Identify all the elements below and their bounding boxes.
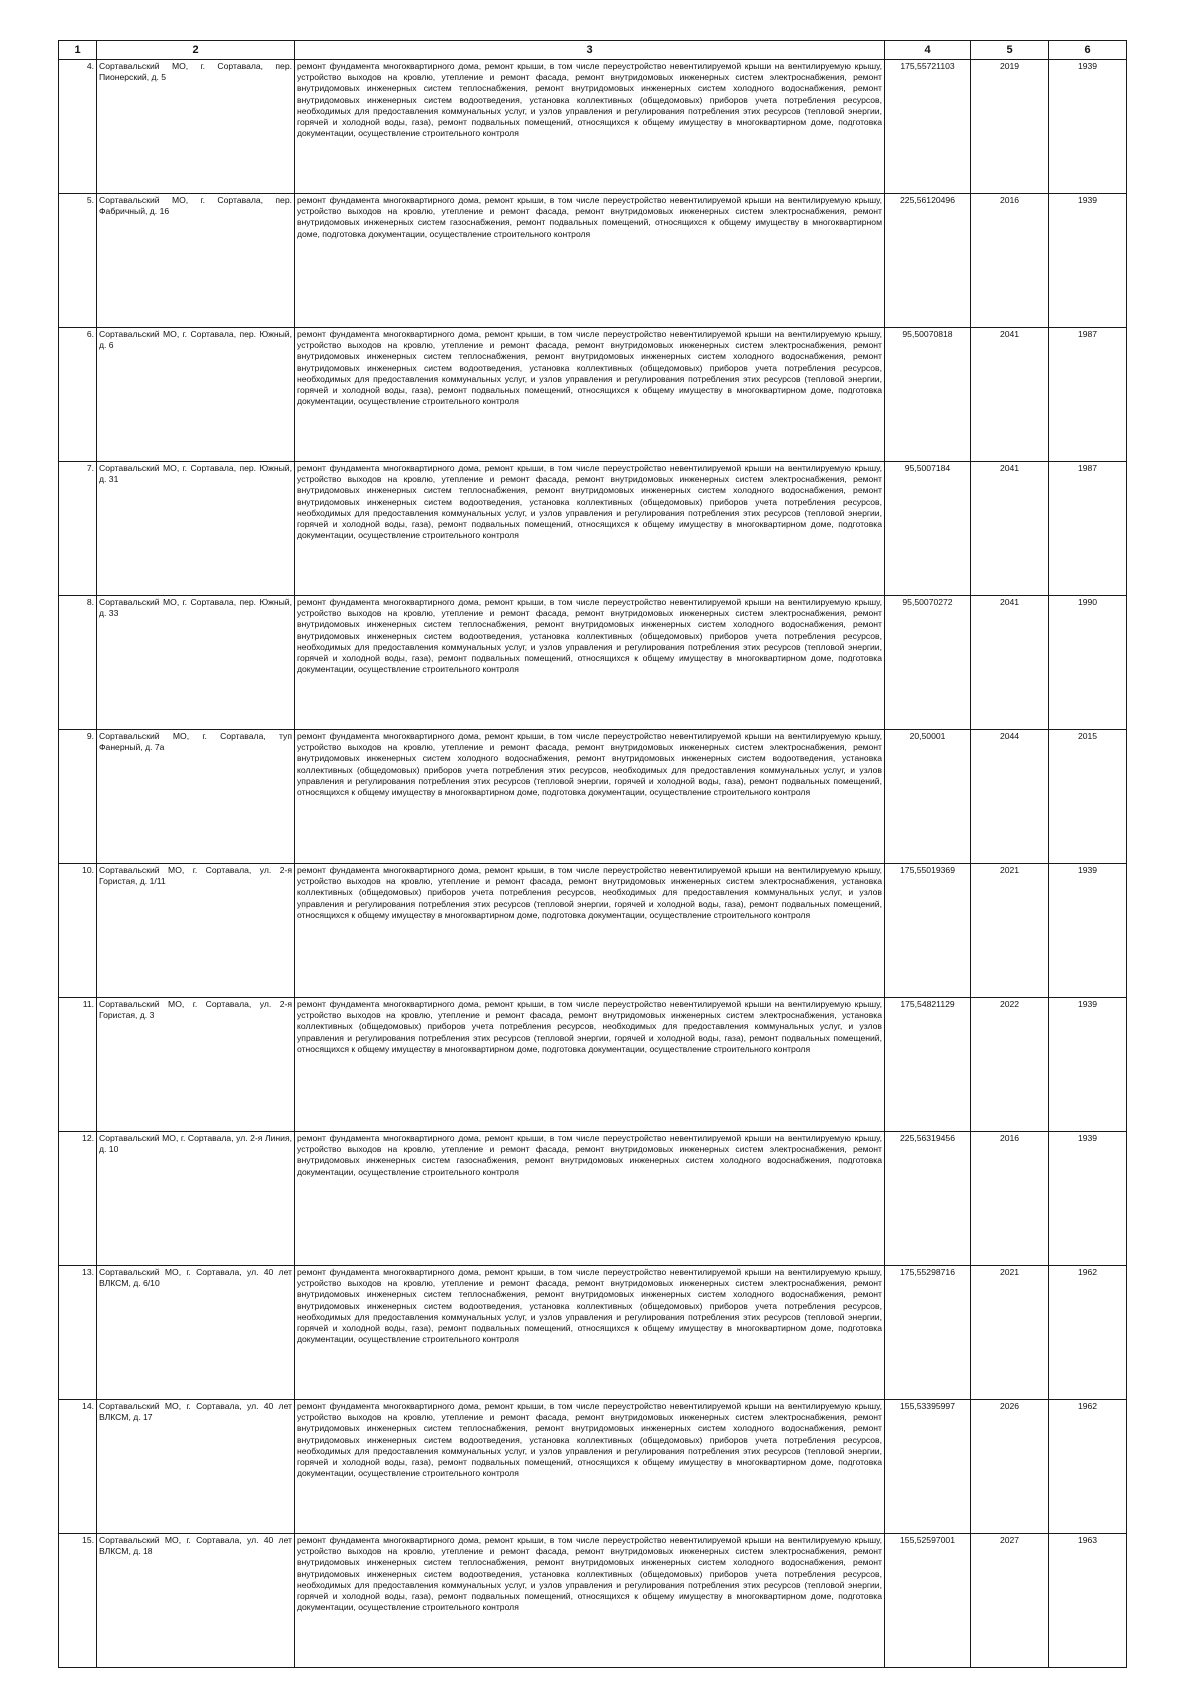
address-cell: Сортавальский МО, г. Сортавала, ул. 40 лет ВЛКСМ, д. 17	[97, 1400, 295, 1534]
address-cell: Сортавальский МО, г. Сортавала, ул. 40 лет ВЛКСМ, д. 18	[97, 1534, 295, 1668]
works-cell: ремонт фундамента многоквартирного дома, ремонт крыши, в том числе переустройство невентилируемой крыши на вентилируемую крышу, устройство выходов на кровлю, утепление и ремонт фасада, ремонт внутридомовых инженерных систем электроснабжения, ремонт внутридомовых инженерных систем газоснабжения, ремонт внутридомовых инженерных систем холодного водоснабжения, подготовка документации, осуществление строительного контроля	[295, 1132, 885, 1266]
cost-cell: 175,55298716	[885, 1266, 971, 1400]
works-cell: ремонт фундамента многоквартирного дома, ремонт крыши, в том числе переустройство невентилируемой крыши на вентилируемую крышу, устройство выходов на кровлю, утепление и ремонт фасада, ремонт внутридомовых инженерных систем электроснабжения, установка коллективных (общедомовых) приборов учета потребления ресурсов, необходимых для предоставления коммунальных услуг, и узлов управления и регулирования потребления этих ресурсов (тепловой энергии, горячей и холодной воды, газа), ремонт подвальных помещений, относящихся к общему имуществу в многоквартирном доме, подготовка документации, осуществление строительного контроля	[295, 998, 885, 1132]
address-cell: Сортавальский МО, г. Сортавала, пер. Южный, д. 33	[97, 596, 295, 730]
row-number: 6.	[59, 328, 97, 462]
works-cell: ремонт фундамента многоквартирного дома, ремонт крыши, в том числе переустройство невентилируемой крыши на вентилируемую крышу, устройство выходов на кровлю, утепление и ремонт фасада, ремонт внутридомовых инженерных систем электроснабжения, ремонт внутридомовых инженерных систем холодного водоснабжения, ремонт внутридомовых инженерных систем водоотведения, установка коллективных (общедомовых) приборов учета потребления этих ресурсов, необходимых для предоставления коммунальных услуг, и узлов управления и регулирования потребления этих ресурсов (тепловой энергии, горячей и холодной воды, газа), ремонт подвальных помещений, относящихся к общему имуществу в многоквартирном доме, подготовка документации, осуществление строительного контроля	[295, 730, 885, 864]
cost-cell: 95,5007184	[885, 462, 971, 596]
row-number: 5.	[59, 194, 97, 328]
header-cell: 3	[295, 41, 885, 60]
row-number: 7.	[59, 462, 97, 596]
table-row	[59, 596, 1127, 730]
cost-cell: 95,50070818	[885, 328, 971, 462]
cost-cell: 20,50001	[885, 730, 971, 864]
address-cell: Сортавальский МО, г. Сортавала, ул. 2-я Линия, д. 10	[97, 1132, 295, 1266]
row-number: 4.	[59, 60, 97, 194]
cost-cell: 95,50070272	[885, 596, 971, 730]
table-row	[59, 1132, 1127, 1266]
row-number: 15.	[59, 1534, 97, 1668]
table-row	[59, 328, 1127, 462]
row-number: 11.	[59, 998, 97, 1132]
address-cell: Сортавальский МО, г. Сортавала, пер. Фабричный, д. 16	[97, 194, 295, 328]
table-row	[59, 998, 1127, 1132]
year-cell: 2016	[971, 194, 1049, 328]
year-cell: 2027	[971, 1534, 1049, 1668]
built-year-cell: 1963	[1049, 1534, 1127, 1668]
header-cell: 4	[885, 41, 971, 60]
table-row	[59, 864, 1127, 998]
built-year-cell: 1962	[1049, 1400, 1127, 1534]
row-number: 9.	[59, 730, 97, 864]
built-year-cell: 1939	[1049, 864, 1127, 998]
header-cell: 6	[1049, 41, 1127, 60]
works-cell: ремонт фундамента многоквартирного дома, ремонт крыши, в том числе переустройство невентилируемой крыши на вентилируемую крышу, устройство выходов на кровлю, утепление и ремонт фасада, ремонт внутридомовых инженерных систем электроснабжения, ремонт внутридомовых инженерных систем теплоснабжения, ремонт внутридомовых инженерных систем холодного водоснабжения, ремонт внутридомовых инженерных систем водоотведения, установка коллективных (общедомовых) приборов учета потребления ресурсов, необходимых для предоставления коммунальных услуг, и узлов управления и регулирования потребления этих ресурсов (тепловой энергии, горячей и холодной воды, газа), ремонт подвальных помещений, относящихся к общему имуществу в многоквартирном доме, подготовка документации, осуществление строительного контроля	[295, 462, 885, 596]
works-cell: ремонт фундамента многоквартирного дома, ремонт крыши, в том числе переустройство невентилируемой крыши на вентилируемую крышу, устройство выходов на кровлю, утепление и ремонт фасада, ремонт внутридомовых инженерных систем электроснабжения, ремонт внутридомовых инженерных систем теплоснабжения, ремонт внутридомовых инженерных систем холодного водоснабжения, ремонт внутридомовых инженерных систем водоотведения, установка коллективных (общедомовых) приборов учета потребления ресурсов, необходимых для предоставления коммунальных услуг, и узлов управления и регулирования потребления этих ресурсов (тепловой энергии, горячей и холодной воды, газа), ремонт подвальных помещений, относящихся к общему имуществу в многоквартирном доме, подготовка документации, осуществление строительного контроля	[295, 1534, 885, 1668]
cost-cell: 175,55019369	[885, 864, 971, 998]
cost-cell: 225,56319456	[885, 1132, 971, 1266]
year-cell: 2041	[971, 462, 1049, 596]
table-row	[59, 462, 1127, 596]
table-body	[59, 60, 1127, 1668]
address-cell: Сортавальский МО, г. Сортавала, пер. Пионерский, д. 5	[97, 60, 295, 194]
header-cell: 2	[97, 41, 295, 60]
repair-program-table	[58, 40, 1127, 1668]
year-cell: 2041	[971, 328, 1049, 462]
built-year-cell: 1939	[1049, 60, 1127, 194]
year-cell: 2041	[971, 596, 1049, 730]
table-row	[59, 1266, 1127, 1400]
row-number: 10.	[59, 864, 97, 998]
year-cell: 2021	[971, 864, 1049, 998]
table-row	[59, 730, 1127, 864]
header-cell: 5	[971, 41, 1049, 60]
cost-cell: 155,52597001	[885, 1534, 971, 1668]
works-cell: ремонт фундамента многоквартирного дома, ремонт крыши, в том числе переустройство невентилируемой крыши на вентилируемую крышу, устройство выходов на кровлю, утепление и ремонт фасада, ремонт внутридомовых инженерных систем электроснабжения, ремонт внутридомовых инженерных систем газоснабжения, ремонт подвальных помещений, относящихся к общему имуществу в многоквартирном доме, подготовка документации, осуществление строительного контроля	[295, 194, 885, 328]
works-cell: ремонт фундамента многоквартирного дома, ремонт крыши, в том числе переустройство невентилируемой крыши на вентилируемую крышу, устройство выходов на кровлю, утепление и ремонт фасада, ремонт внутридомовых инженерных систем электроснабжения, ремонт внутридомовых инженерных систем теплоснабжения, ремонт внутридомовых инженерных систем холодного водоснабжения, ремонт внутридомовых инженерных систем водоотведения, установка коллективных (общедомовых) приборов учета потребления ресурсов, необходимых для предоставления коммунальных услуг, и узлов управления и регулирования потребления этих ресурсов (тепловой энергии, горячей и холодной воды, газа), ремонт подвальных помещений, относящихся к общему имуществу в многоквартирном доме, подготовка документации, осуществление строительного контроля	[295, 328, 885, 462]
address-cell: Сортавальский МО, г. Сортавала, туп Фанерный, д. 7а	[97, 730, 295, 864]
address-cell: Сортавальский МО, г. Сортавала, ул. 2-я Гористая, д. 3	[97, 998, 295, 1132]
year-cell: 2016	[971, 1132, 1049, 1266]
built-year-cell: 1987	[1049, 462, 1127, 596]
year-cell: 2021	[971, 1266, 1049, 1400]
works-cell: ремонт фундамента многоквартирного дома, ремонт крыши, в том числе переустройство невентилируемой крыши на вентилируемую крышу, устройство выходов на кровлю, утепление и ремонт фасада, ремонт внутридомовых инженерных систем электроснабжения, ремонт внутридомовых инженерных систем теплоснабжения, ремонт внутридомовых инженерных систем холодного водоснабжения, ремонт внутридомовых инженерных систем водоотведения, установка коллективных (общедомовых) приборов учета потребления ресурсов, необходимых для предоставления коммунальных услуг, и узлов управления и регулирования потребления этих ресурсов (тепловой энергии, горячей и холодной воды, газа), ремонт подвальных помещений, относящихся к общему имуществу в многоквартирном доме, подготовка документации, осуществление строительного контроля	[295, 60, 885, 194]
table-row	[59, 1534, 1127, 1668]
table-row	[59, 60, 1127, 194]
address-cell: Сортавальский МО, г. Сортавала, ул. 2-я Гористая, д. 1/11	[97, 864, 295, 998]
built-year-cell: 1939	[1049, 1132, 1127, 1266]
built-year-cell: 1939	[1049, 194, 1127, 328]
year-cell: 2026	[971, 1400, 1049, 1534]
works-cell: ремонт фундамента многоквартирного дома, ремонт крыши, в том числе переустройство невентилируемой крыши на вентилируемую крышу, устройство выходов на кровлю, утепление и ремонт фасада, ремонт внутридомовых инженерных систем электроснабжения, установка коллективных (общедомовых) приборов учета потребления ресурсов, необходимых для предоставления коммунальных услуг, и узлов управления и регулирования потребления этих ресурсов (тепловой энергии, горячей и холодной воды, газа), ремонт подвальных помещений, относящихся к общему имуществу в многоквартирном доме, подготовка документации, осуществление строительного контроля	[295, 864, 885, 998]
row-number: 8.	[59, 596, 97, 730]
table-row	[59, 1400, 1127, 1534]
address-cell: Сортавальский МО, г. Сортавала, ул. 40 лет ВЛКСМ, д. 6/10	[97, 1266, 295, 1400]
address-cell: Сортавальский МО, г. Сортавала, пер. Южный, д. 31	[97, 462, 295, 596]
year-cell: 2022	[971, 998, 1049, 1132]
built-year-cell: 1987	[1049, 328, 1127, 462]
header-row	[59, 41, 1127, 60]
works-cell: ремонт фундамента многоквартирного дома, ремонт крыши, в том числе переустройство невентилируемой крыши на вентилируемую крышу, устройство выходов на кровлю, утепление и ремонт фасада, ремонт внутридомовых инженерных систем электроснабжения, ремонт внутридомовых инженерных систем теплоснабжения, ремонт внутридомовых инженерных систем холодного водоснабжения, ремонт внутридомовых инженерных систем водоотведения, установка коллективных (общедомовых) приборов учета потребления ресурсов, необходимых для предоставления коммунальных услуг, и узлов управления и регулирования потребления этих ресурсов (тепловой энергии, горячей и холодной воды, газа), ремонт подвальных помещений, относящихся к общему имуществу в многоквартирном доме, подготовка документации, осуществление строительного контроля	[295, 1266, 885, 1400]
works-cell: ремонт фундамента многоквартирного дома, ремонт крыши, в том числе переустройство невентилируемой крыши на вентилируемую крышу, устройство выходов на кровлю, утепление и ремонт фасада, ремонт внутридомовых инженерных систем электроснабжения, ремонт внутридомовых инженерных систем теплоснабжения, ремонт внутридомовых инженерных систем холодного водоснабжения, ремонт внутридомовых инженерных систем водоотведения, установка коллективных (общедомовых) приборов учета потребления ресурсов, необходимых для предоставления коммунальных услуг, и узлов управления и регулирования потребления этих ресурсов (тепловой энергии, горячей и холодной воды, газа), ремонт подвальных помещений, относящихся к общему имуществу в многоквартирном доме, подготовка документации, осуществление строительного контроля	[295, 596, 885, 730]
built-year-cell: 1962	[1049, 1266, 1127, 1400]
works-cell: ремонт фундамента многоквартирного дома, ремонт крыши, в том числе переустройство невентилируемой крыши на вентилируемую крышу, устройство выходов на кровлю, утепление и ремонт фасада, ремонт внутридомовых инженерных систем электроснабжения, ремонт внутридомовых инженерных систем теплоснабжения, ремонт внутридомовых инженерных систем холодного водоснабжения, ремонт внутридомовых инженерных систем водоотведения, установка коллективных (общедомовых) приборов учета потребления ресурсов, необходимых для предоставления коммунальных услуг, и узлов управления и регулирования потребления этих ресурсов (тепловой энергии, горячей и холодной воды, газа), ремонт подвальных помещений, относящихся к общему имуществу в многоквартирном доме, подготовка документации, осуществление строительного контроля	[295, 1400, 885, 1534]
built-year-cell: 1990	[1049, 596, 1127, 730]
cost-cell: 155,53395997	[885, 1400, 971, 1534]
built-year-cell: 1939	[1049, 998, 1127, 1132]
year-cell: 2044	[971, 730, 1049, 864]
header-cell: 1	[59, 41, 97, 60]
row-number: 14.	[59, 1400, 97, 1534]
cost-cell: 175,55721103	[885, 60, 971, 194]
table-row	[59, 194, 1127, 328]
built-year-cell: 2015	[1049, 730, 1127, 864]
cost-cell: 175,54821129	[885, 998, 971, 1132]
row-number: 12.	[59, 1132, 97, 1266]
year-cell: 2019	[971, 60, 1049, 194]
cost-cell: 225,56120496	[885, 194, 971, 328]
address-cell: Сортавальский МО, г. Сортавала, пер. Южный, д. 6	[97, 328, 295, 462]
row-number: 13.	[59, 1266, 97, 1400]
